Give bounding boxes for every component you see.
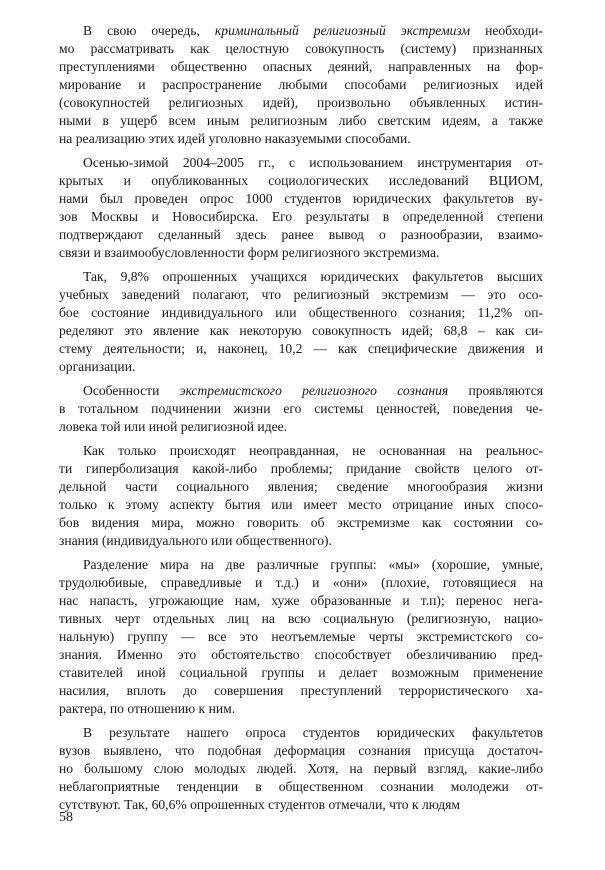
text-line: [59, 778, 543, 796]
text-line: [59, 76, 543, 94]
text-run: только к этому аспекту бытия или имеет место отрицание иных спосо-: [59, 497, 543, 512]
text-run: знания. Именно это обстоятельство способствует обезличиванию пред-: [59, 647, 543, 662]
text-line: [59, 400, 543, 418]
text-line: [59, 796, 543, 814]
text-line: [59, 556, 543, 574]
text-line: [59, 40, 543, 58]
text-run: в тотальном подчинении жизни его системы ценностей, поведения че-: [59, 401, 543, 416]
text-run: стему деятельности; и, наконец, 10,2 — как специфические движения и: [59, 341, 543, 356]
text-line: [59, 628, 543, 646]
text-line: [59, 58, 543, 76]
text-line: [59, 154, 543, 172]
document-page: [59, 22, 543, 820]
text-line: [59, 664, 543, 682]
text-line: [59, 94, 543, 112]
paragraph-p4: [59, 382, 543, 436]
text-run: бов видения мира, можно говорить об экстремизме как состоянии со-: [59, 515, 543, 530]
text-line: [59, 724, 543, 742]
text-line: [59, 742, 543, 760]
text-run: В свою очередь,: [83, 23, 215, 38]
text-run: мирование и распространение любыми способами религиозных идей: [59, 77, 543, 92]
text-line: [59, 574, 543, 592]
text-line: [59, 130, 543, 148]
text-run: Разделение мира на две различные группы: «мы» (хорошие, умные,: [83, 557, 543, 572]
text-line: [59, 760, 543, 778]
text-line: [59, 358, 543, 376]
text-run: ти гиперболизация какой-либо проблемы; придание свойств целого от-: [59, 461, 543, 476]
text-run: (совокупностей религиозных идей), произвольно объявленных истин-: [59, 95, 543, 110]
text-run: мо рассматривать как целостную совокупность (систему) признанных: [59, 41, 543, 56]
text-run: проявляются: [448, 383, 543, 398]
text-run: Так, 9,8% опрошенных учащихся юридических факультетов высших: [83, 269, 543, 284]
page-number: 58: [59, 810, 73, 825]
text-run: сутствуют. Так, 60,6% опрошенных студентов отмечали, что к людям: [59, 797, 460, 812]
text-run: В результате нашего опроса студентов юридических факультетов: [83, 725, 543, 740]
text-line: [59, 382, 543, 400]
text-line: [59, 340, 543, 358]
text-run: ределяют это явление как некоторую совокупность идей; 68,8 – как си-: [59, 323, 543, 338]
paragraph-p2: [59, 154, 543, 262]
text-run: трудолюбивые, справедливые и т.д.) и «они» (плохие, готовящиеся на: [59, 575, 543, 590]
text-run: на реализацию этих идей уголовно наказуемыми способами.: [59, 131, 411, 146]
paragraph-p3: [59, 268, 543, 376]
paragraph-p6: [59, 556, 543, 718]
text-line: [59, 304, 543, 322]
text-line: [59, 442, 543, 460]
text-line: [59, 460, 543, 478]
text-run: вузов выявлено, что подобная деформация сознания присуща достаточ-: [59, 743, 543, 758]
text-line: [59, 244, 543, 262]
text-line: [59, 610, 543, 628]
text-line: [59, 418, 543, 436]
text-run: подтверждают сделанный здесь ранее вывод о разнообразии, взаимо-: [59, 227, 543, 242]
text-line: [59, 592, 543, 610]
text-run: но большому слою молодых людей. Хотя, на первый взгляд, какие-либо: [59, 761, 543, 776]
text-run: крытых и опубликованных социологических исследований ВЦИОМ,: [59, 173, 543, 188]
text-run: организации.: [59, 359, 136, 374]
text-line: [59, 496, 543, 514]
text-run: тивных черт отдельных лиц на всю социальную (религиозную, нацио-: [59, 611, 543, 626]
paragraph-p7: [59, 724, 543, 814]
text-line: [59, 286, 543, 304]
text-run: Как только происходят неоправданная, не основанная на реальнос-: [83, 443, 543, 458]
text-run: рактера, по отношению к ним.: [59, 701, 236, 716]
text-run: связи и взаимообусловленности форм религиозного экстремизма.: [59, 245, 440, 260]
text-line: [59, 172, 543, 190]
paragraph-p5: [59, 442, 543, 550]
text-run: знания (индивидуального или общественного).: [59, 533, 332, 548]
text-run: преступлениями общественно опасных деяний, направленных на фор-: [59, 59, 543, 74]
text-run: нас напасть, угрожающие нам, хуже образованные и т.п); перенос нега-: [59, 593, 543, 608]
text-run: ными в ущерб всем иным религиозным либо светским идеям, а также: [59, 113, 543, 128]
text-line: [59, 700, 543, 718]
text-run: Особенности: [83, 383, 180, 398]
text-run: дельной части социального явления; сведение многообразия жизни: [59, 479, 543, 494]
text-line: [59, 226, 543, 244]
text-line: [59, 22, 543, 40]
text-run: Осенью-зимой 2004–2005 гг., с использованием инструментария от-: [83, 155, 543, 170]
text-run: насилия, вплоть до совершения преступлений террористического ха-: [59, 683, 543, 698]
text-run: бое состояние индивидуального или общественного сознания; 11,2% оп-: [59, 305, 543, 320]
emphasis-text: экстремистского религиозного сознания: [179, 383, 449, 398]
text-line: [59, 478, 543, 496]
text-run: ловека той или иной религиозной идее.: [59, 419, 288, 434]
paragraph-p1: [59, 22, 543, 148]
text-run: зов Москвы и Новосибирска. Его результаты в определенной степени: [59, 209, 543, 224]
text-run: нальную) группу — все это неотъемлемые черты экстремистского со-: [59, 629, 543, 644]
text-run: ставителей иной социальной группы и делает возможным применение: [59, 665, 543, 680]
text-line: [59, 208, 543, 226]
text-run: нами был проведен опрос 1000 студентов юридических факультетов ву-: [59, 191, 543, 206]
text-line: [59, 682, 543, 700]
text-line: [59, 112, 543, 130]
text-line: [59, 268, 543, 286]
text-line: [59, 190, 543, 208]
text-line: [59, 322, 543, 340]
text-run: учебных заведений полагают, что религиозный экстремизм — это осо-: [59, 287, 543, 302]
text-line: [59, 514, 543, 532]
text-run: необходи-: [470, 23, 543, 38]
text-line: [59, 532, 543, 550]
text-line: [59, 646, 543, 664]
emphasis-text: криминальный религиозный экстремизм: [214, 23, 471, 38]
text-run: неблагоприятные тенденции в общественном сознании молодежи от-: [59, 779, 543, 794]
